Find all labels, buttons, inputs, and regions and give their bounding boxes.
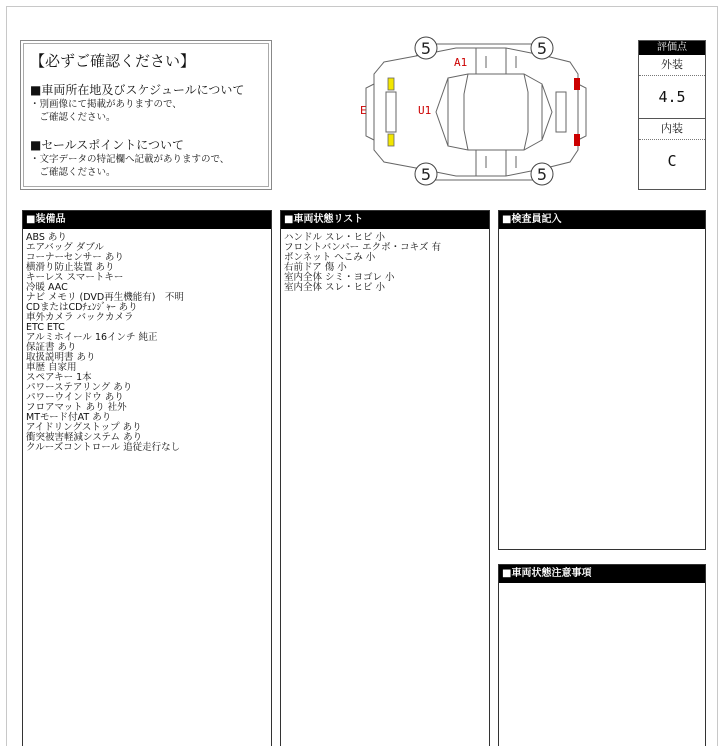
caution-panel <box>498 564 706 746</box>
damage-mark-e: E <box>360 104 367 117</box>
list-item: コーナーセンサー あり <box>26 252 124 263</box>
list-item: ナビ メモリ (DVD再生機能有) 不明 <box>26 292 184 303</box>
list-item: MTモード付AT あり <box>26 412 112 423</box>
list-item: 室内全体 シミ・ヨゴレ 小 <box>284 272 395 283</box>
list-item: 冷暖 AAC <box>26 282 68 293</box>
notice-box <box>20 40 272 190</box>
list-item: 保証書 あり <box>26 342 77 353</box>
list-item: パワーステアリング あり <box>26 382 133 393</box>
inspector-panel <box>498 210 706 550</box>
list-item: ETC ETC <box>26 322 65 333</box>
front-light-top <box>388 78 394 90</box>
list-item: エアバッグ ダブル <box>26 242 104 253</box>
list-item: 車歴 自家用 <box>26 362 77 373</box>
list-item: 右前ドア 傷 小 <box>284 262 347 273</box>
rating-header: 評価点 <box>639 41 705 55</box>
list-item: フロアマット あり 社外 <box>26 402 127 413</box>
tire-front-left-value: 5 <box>420 39 432 58</box>
interior-label: 内装 <box>639 118 705 140</box>
condition-list <box>281 229 489 293</box>
exterior-label: 外装 <box>639 55 705 76</box>
tire-rear-left-value: 5 <box>420 165 432 184</box>
rear-light-bottom <box>574 134 580 146</box>
list-item: スペアキー 1本 <box>26 372 92 383</box>
list-item: ボンネット へこみ 小 <box>284 252 376 263</box>
list-item: パワーウインドウ あり <box>26 392 124 403</box>
equipment-title: ■装備品 <box>23 211 271 229</box>
tire-front-right-value: 5 <box>536 39 548 58</box>
interior-value: C <box>667 152 677 170</box>
list-item: 衝突被害軽減システム あり <box>26 432 143 443</box>
rear-light-top <box>574 78 580 90</box>
notice-section2-line2: ご確認ください。 <box>30 167 116 178</box>
list-item: フロントバンパー エクボ・コキズ 有 <box>284 242 441 253</box>
condition-panel <box>280 210 490 746</box>
equipment-panel <box>22 210 272 746</box>
notice-section2-heading: ■セールスポイントについて <box>30 138 185 152</box>
exterior-value: 4.5 <box>658 88 686 106</box>
notice-section1-line1: ・別画像にて掲載がありますので、 <box>30 99 182 110</box>
list-item: 車外カメラ バックカメラ <box>26 312 134 323</box>
list-item: 室内全体 スレ・ヒビ 小 <box>284 282 386 293</box>
front-light-bottom <box>388 134 394 146</box>
list-item: クルーズコントロール 追従走行なし <box>26 442 181 453</box>
caution-title: ■車両状態注意事項 <box>499 565 705 583</box>
list-item: アルミホイール 16インチ 純正 <box>26 332 158 343</box>
list-item: アイドリングストップ あり <box>26 422 142 433</box>
car-damage-diagram <box>356 34 596 189</box>
condition-title: ■車両状態リスト <box>281 211 489 229</box>
notice-section1-heading: ■車両所在地及びスケジュールについて <box>30 83 245 97</box>
rating-box <box>638 40 706 190</box>
list-item: 横滑り防止装置 あり <box>26 262 115 273</box>
list-item: キーレス スマートキー <box>26 272 124 283</box>
damage-mark-a1: A1 <box>454 56 468 69</box>
damage-mark-u1: U1 <box>418 104 432 117</box>
notice-section1-line2: ご確認ください。 <box>30 112 116 123</box>
equipment-list <box>23 229 271 453</box>
notice-title: 【必ずご確認ください】 <box>30 52 196 70</box>
list-item: 取扱説明書 あり <box>26 352 96 363</box>
list-item: ABS あり <box>26 232 67 243</box>
notice-section2-line1: ・文字データの特記欄へ記載がありますので、 <box>30 154 230 165</box>
tire-rear-right-value: 5 <box>536 165 548 184</box>
list-item: CDまたはCDﾁｪﾝｼﾞｬｰ あり <box>26 302 138 313</box>
list-item: ハンドル スレ・ヒビ 小 <box>284 232 386 243</box>
inspector-title: ■検査員記入 <box>499 211 705 229</box>
